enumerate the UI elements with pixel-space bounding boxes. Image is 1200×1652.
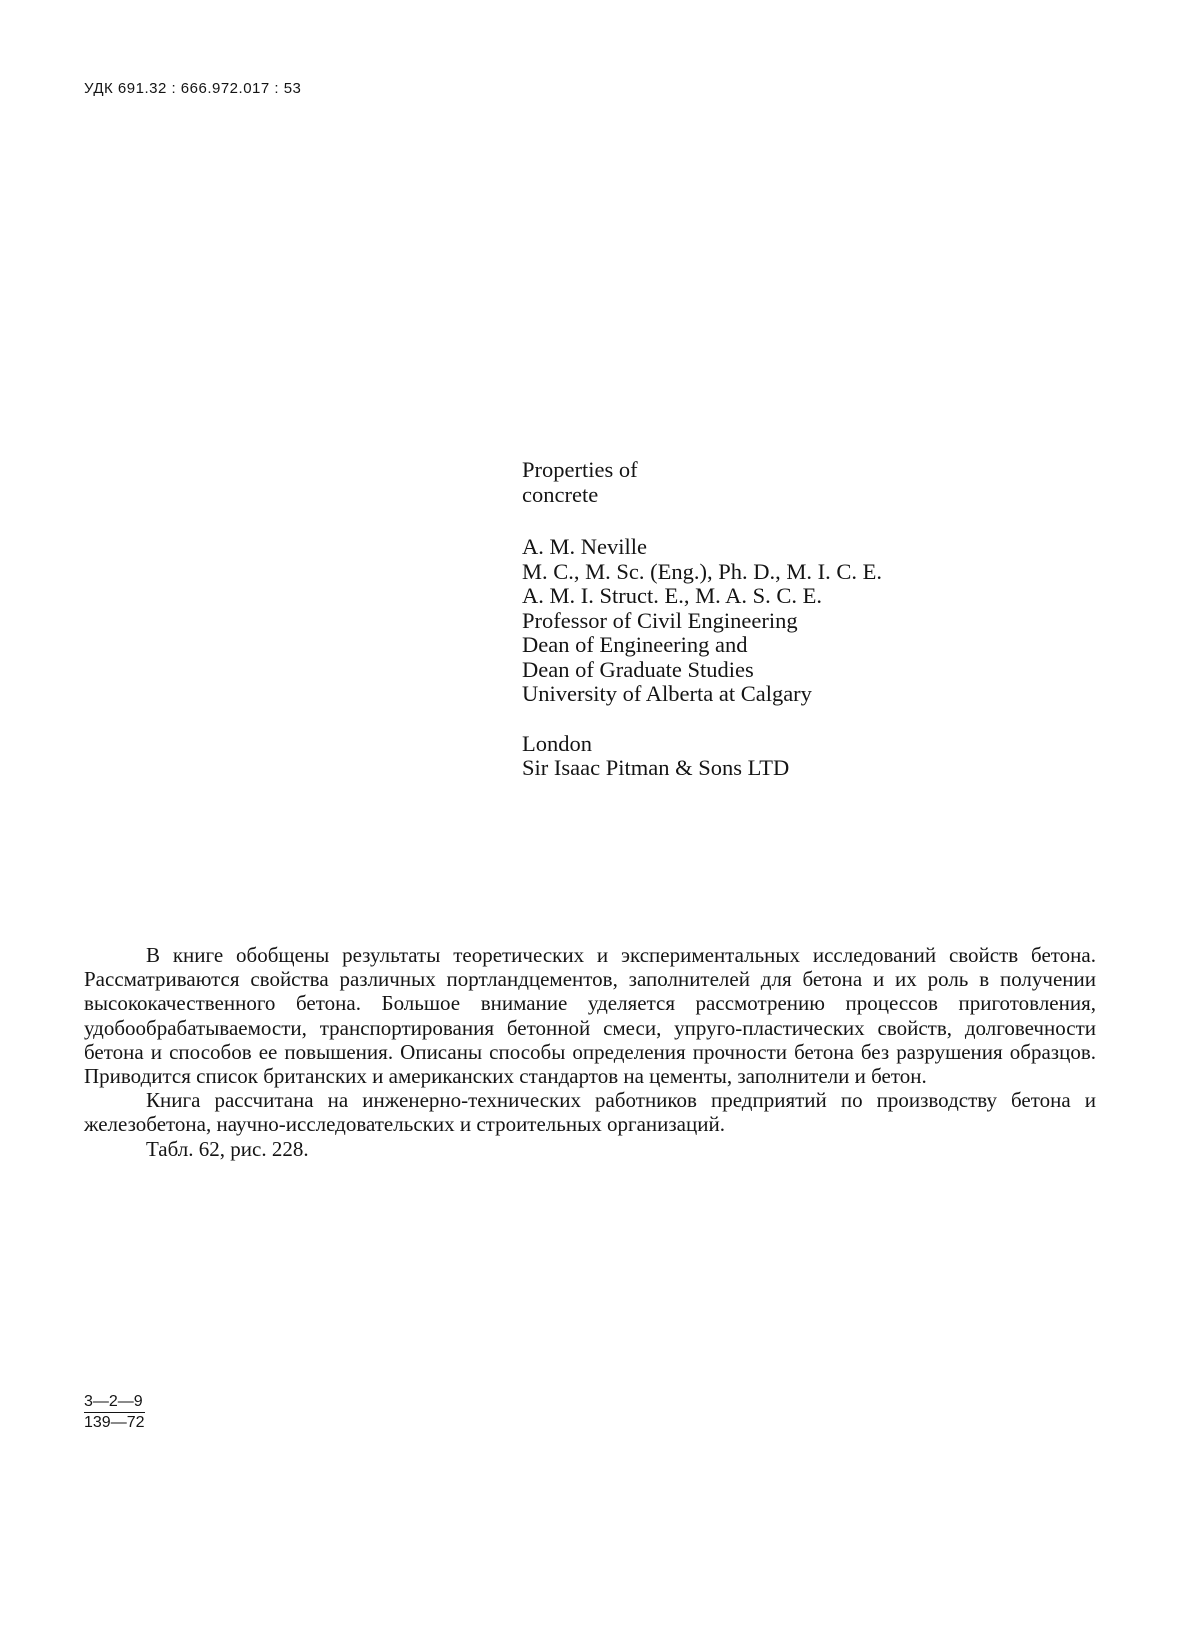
annotation-paragraph-3: Табл. 62, рис. 228.	[146, 1136, 309, 1161]
original-title-line-1: Properties of	[522, 457, 638, 482]
catalog-code-numerator: 3—2—9	[84, 1393, 145, 1413]
author-name: A. M. Neville	[522, 534, 647, 559]
author-credential-4: Dean of Engineering and	[522, 632, 748, 657]
author-credential-1: M. C., M. Sc. (Eng.), Ph. D., M. I. C. E.	[522, 558, 883, 584]
author-credential-3: Professor of Civil Engineering	[522, 607, 798, 633]
udk-code: УДК 691.32 : 666.972.017 : 53	[84, 80, 302, 97]
publisher-name: Sir Isaac Pitman & Sons LTD	[522, 755, 790, 780]
author-credential-2: A. M. I. Struct. E., M. A. S. C. E.	[522, 583, 823, 608]
catalog-code-denominator: 139—72	[84, 1414, 145, 1431]
annotation-paragraph-2: Книга рассчитана на инженерно-технических работников предприятий по производству бетона и железобетона, научно-исследовательских и строительных организаций.	[84, 1088, 1096, 1137]
publisher-city: London	[522, 730, 592, 756]
annotation-paragraph-1: В книге обобщены результаты теоретических и экспериментальных исследований свойств бетона. Рассматриваются свойства различных портландцементов, заполнителей для бетона и их роль в получении высококачественного бетона. Большое внимание уделяется рассмотрению процессов приготовления, удобообрабатываемости, транспортирования бетонной смеси, упруго-пластических свойств, долговечности бетона и способов ее повышения. Описаны способы определения прочности бетона без разрушения образцов. Приводится список британских и американских стандартов на цементы, заполнители и бетон.	[84, 943, 1096, 1089]
catalog-code	[84, 1393, 145, 1432]
original-title-line-2: concrete	[522, 481, 599, 507]
author-credential-5: Dean of Graduate Studies	[522, 656, 754, 682]
original-edition-block	[522, 458, 1082, 781]
author-credential-6: University of Alberta at Calgary	[522, 681, 812, 706]
book-annotation	[84, 943, 1096, 1161]
